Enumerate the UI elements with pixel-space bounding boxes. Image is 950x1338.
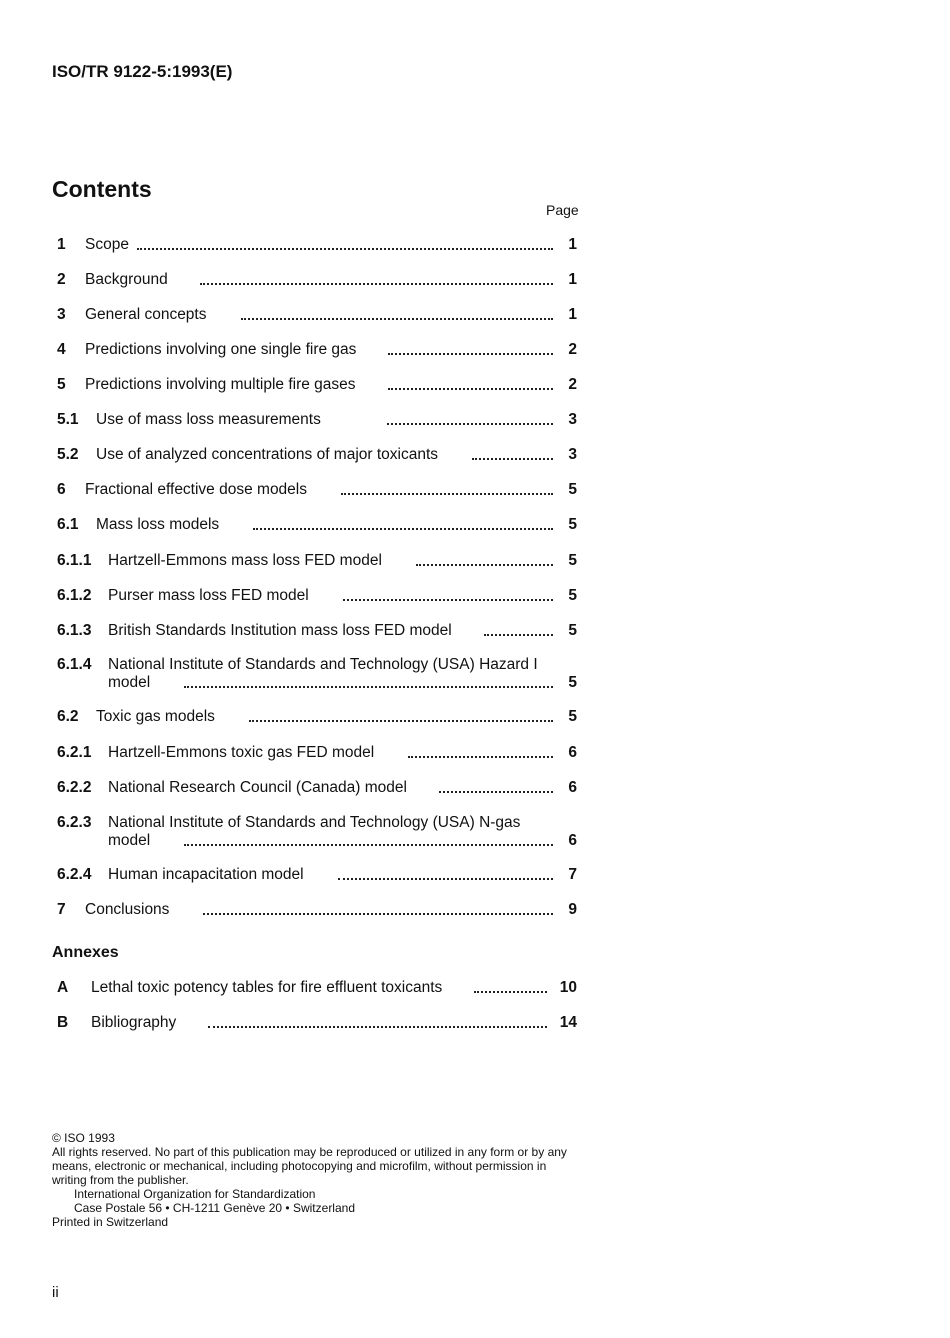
toc-entry-title: Scope	[85, 236, 129, 253]
toc-entry-title: General concepts	[85, 306, 207, 323]
dot-leader	[416, 564, 553, 566]
annex-page: 14	[559, 1014, 577, 1031]
toc-entry-title: National Institute of Standards and Technology (USA) N-gas	[108, 814, 521, 831]
dot-leader	[388, 353, 553, 355]
toc-entry[interactable]	[57, 411, 577, 429]
toc-entry[interactable]	[57, 744, 577, 762]
toc-entry-page: 5	[568, 587, 577, 604]
toc-entry-number: 2	[57, 271, 66, 288]
toc-entry-number: 5.2	[57, 446, 79, 463]
toc-entry-page: 6	[568, 779, 577, 796]
document-id: ISO/TR 9122-5:1993(E)	[52, 62, 233, 81]
contents-title: Contents	[52, 176, 152, 202]
toc-entry-number: 3	[57, 306, 66, 323]
dot-leader	[184, 686, 553, 688]
annex-title: Lethal toxic potency tables for fire effluent toxicants	[91, 979, 443, 996]
toc-entry[interactable]	[57, 656, 577, 692]
dot-leader	[137, 248, 553, 250]
toc-entry[interactable]	[57, 376, 577, 394]
printed-location: Printed in Switzerland	[52, 1215, 169, 1229]
toc-entry-number: 6.1	[57, 516, 79, 533]
toc-entry-title: Mass loss models	[96, 516, 220, 533]
annex-entry[interactable]	[57, 979, 577, 997]
toc-entry-title: Predictions involving one single fire gas	[85, 341, 357, 358]
toc-entry-number: 4	[57, 341, 66, 358]
toc-entry-number: 6.2.1	[57, 744, 92, 761]
dot-leader	[439, 791, 553, 793]
toc-entry-page: 5	[568, 708, 577, 725]
toc-entry-title: Hartzell-Emmons toxic gas FED model	[108, 744, 375, 761]
toc-entry[interactable]	[57, 901, 577, 919]
toc-entry-title: Hartzell-Emmons mass loss FED model	[108, 552, 382, 569]
toc-entry-number: 6.2.4	[57, 866, 92, 883]
toc-entry-number: 7	[57, 901, 66, 918]
toc-entry-page: 9	[568, 901, 577, 918]
organization-address: Case Postale 56 • CH-1211 Genève 20 • Switzerland	[74, 1201, 355, 1215]
toc-entry[interactable]	[57, 271, 577, 289]
toc-entry[interactable]	[57, 622, 577, 640]
toc-entry-title: Toxic gas models	[96, 708, 215, 725]
toc-entry[interactable]	[57, 481, 577, 499]
toc-entry-number: 5	[57, 376, 66, 393]
toc-entry-title: Use of mass loss measurements	[96, 411, 321, 428]
copyright-notice	[52, 1131, 582, 1229]
dot-leader	[343, 599, 553, 601]
toc-entry-page: 2	[568, 341, 577, 358]
toc-entry[interactable]	[57, 779, 577, 797]
dot-leader	[387, 423, 553, 425]
toc-entry-number: 6.1.4	[57, 656, 92, 673]
dot-leader	[208, 1026, 547, 1028]
toc-entry-title: National Institute of Standards and Technology (USA) Hazard I	[108, 656, 538, 673]
toc-entry-title: Background	[85, 271, 168, 288]
toc-entry-title: National Research Council (Canada) model	[108, 779, 407, 796]
toc-entry-page: 1	[568, 236, 577, 253]
dot-leader	[200, 283, 553, 285]
organization-name: International Organization for Standardization	[74, 1187, 316, 1201]
toc-entry-page: 3	[568, 446, 577, 463]
toc-entry-page: 7	[568, 866, 577, 883]
toc-entry-number: 6.2.2	[57, 779, 92, 796]
toc-entry-number: 5.1	[57, 411, 79, 428]
toc-entry-title: Fractional effective dose models	[85, 481, 307, 498]
toc-entry[interactable]	[57, 236, 577, 254]
toc-entry-title-continued: model	[108, 674, 151, 691]
dot-leader	[338, 878, 553, 880]
toc-entry[interactable]	[57, 516, 577, 534]
copyright-line: © ISO 1993	[52, 1131, 115, 1145]
toc-entry-page: 5	[568, 552, 577, 569]
annex-title: Bibliography	[91, 1014, 177, 1031]
dot-leader	[253, 528, 553, 530]
toc-entry-title-continued: model	[108, 832, 151, 849]
dot-leader	[472, 458, 553, 460]
toc-entry[interactable]	[57, 552, 577, 570]
toc-entry[interactable]	[57, 446, 577, 464]
toc-entry-page: 5	[568, 481, 577, 498]
toc-entry-page: 5	[568, 516, 577, 533]
toc-entry-number: 6	[57, 481, 66, 498]
toc-entry-number: 1	[57, 236, 66, 253]
toc-entry-title: Purser mass loss FED model	[108, 587, 309, 604]
toc-entry-number: 6.1.1	[57, 552, 92, 569]
annex-page: 10	[559, 979, 577, 996]
toc-entry[interactable]	[57, 341, 577, 359]
toc-entry-title: Use of analyzed concentrations of major toxicants	[96, 446, 439, 463]
toc-entry-page: 6	[568, 744, 577, 761]
dot-leader	[203, 913, 553, 915]
toc-entry-page: 3	[568, 411, 577, 428]
toc-entry-page: 2	[568, 376, 577, 393]
toc-entry-page: 1	[568, 306, 577, 323]
dot-leader	[341, 493, 553, 495]
annex-letter: A	[57, 979, 69, 996]
toc-entry[interactable]	[57, 814, 577, 850]
toc-entry-page: 6	[568, 832, 577, 849]
toc-entry[interactable]	[57, 306, 577, 324]
dot-leader	[241, 318, 554, 320]
dot-leader	[184, 844, 553, 846]
toc-entry-title: Predictions involving multiple fire gases	[85, 376, 356, 393]
dot-leader	[249, 720, 553, 722]
toc-entry-number: 6.1.2	[57, 587, 92, 604]
annex-entry[interactable]	[57, 1014, 577, 1032]
toc-entry-number: 6.2	[57, 708, 79, 725]
toc-entry-number: 6.1.3	[57, 622, 92, 639]
toc-entry-page: 1	[568, 271, 577, 288]
dot-leader	[388, 388, 553, 390]
toc-entry-page: 5	[568, 622, 577, 639]
toc-entry-title: Conclusions	[85, 901, 170, 918]
toc-entry-number: 6.2.3	[57, 814, 92, 831]
toc-entry[interactable]	[57, 866, 577, 884]
toc-entry-title: British Standards Institution mass loss FED model	[108, 622, 452, 639]
toc-entry-page: 5	[568, 674, 577, 691]
annex-letter: B	[57, 1014, 69, 1031]
toc-entry-title: Human incapacitation model	[108, 866, 304, 883]
dot-leader	[474, 991, 547, 993]
page-number: ii	[52, 1284, 59, 1301]
page-column-label: Page	[546, 202, 579, 218]
dot-leader	[408, 756, 553, 758]
toc-entry[interactable]	[57, 708, 577, 726]
rights-statement: All rights reserved. No part of this publication may be reproduced or utilized in any form or by any means, electronic or mechanical, including photocopying and microfilm, without permission in writing from the publisher.	[52, 1145, 567, 1187]
annexes-heading: Annexes	[52, 944, 119, 961]
toc-entry[interactable]	[57, 587, 577, 605]
dot-leader	[484, 634, 553, 636]
